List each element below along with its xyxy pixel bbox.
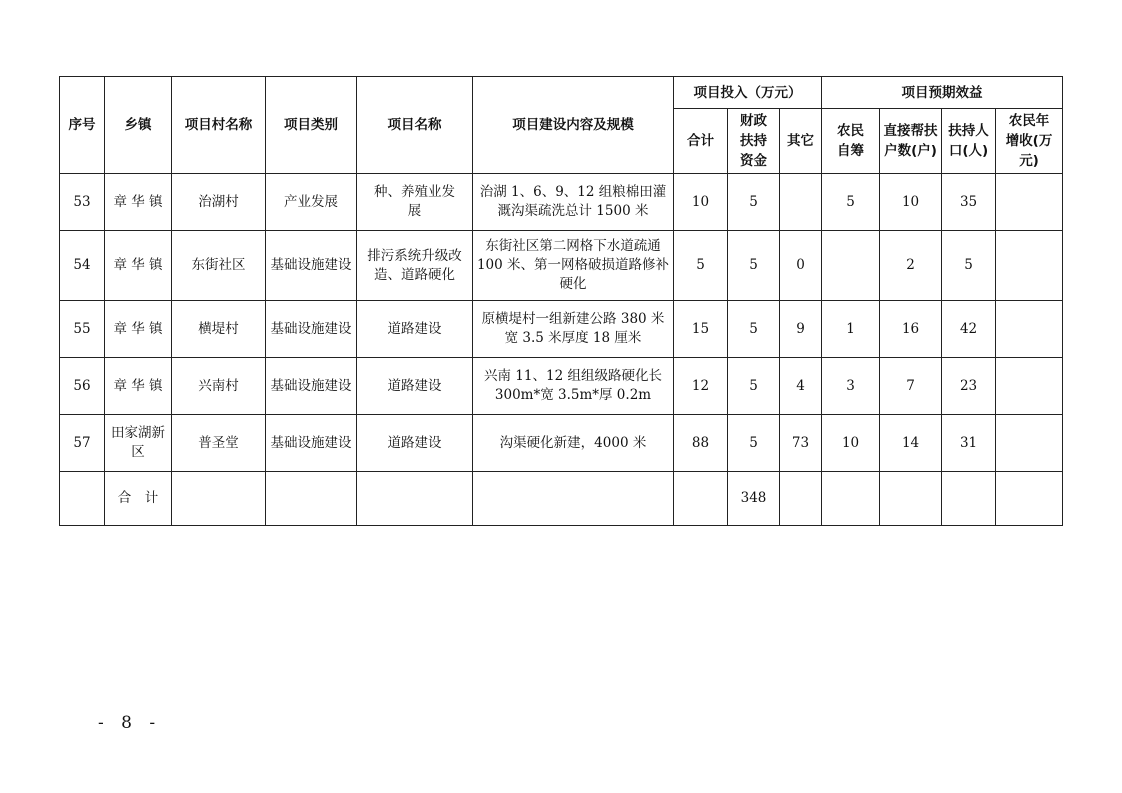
summary-farmer-self: [822, 472, 880, 526]
cell-seq: 57: [60, 415, 105, 472]
cell-content: 兴南 11、12 组组级路硬化长 300m*宽 3.5m*厚 0.2m: [473, 358, 674, 415]
cell-town: 章 华 镇: [105, 301, 172, 358]
cell-village: 治湖村: [172, 174, 266, 231]
summary-project-name: [357, 472, 473, 526]
header-population: 扶持人口(人): [942, 109, 996, 174]
header-town: 乡镇: [105, 77, 172, 174]
cell-content: 治湖 1、6、9、12 组粮棉田灌溉沟渠疏洗总计 1500 米: [473, 174, 674, 231]
cell-project-name: 道路建设: [357, 358, 473, 415]
cell-total: 12: [674, 358, 728, 415]
cell-other: 0: [780, 231, 822, 301]
summary-households: [880, 472, 942, 526]
summary-other: [780, 472, 822, 526]
table-row: [60, 301, 1063, 358]
cell-town: 章 华 镇: [105, 358, 172, 415]
cell-seq: 53: [60, 174, 105, 231]
cell-project-name: 排污系统升级改造、道路硬化: [357, 231, 473, 301]
cell-category: 产业发展: [266, 174, 357, 231]
header-fiscal: 财政扶持资金: [728, 109, 780, 174]
summary-category: [266, 472, 357, 526]
cell-project-name: 道路建设: [357, 415, 473, 472]
summary-fiscal-total: 348: [728, 472, 780, 526]
summary-village: [172, 472, 266, 526]
cell-project-name: 种、养殖业发展: [357, 174, 473, 231]
header-other: 其它: [780, 109, 822, 174]
cell-households: 10: [880, 174, 942, 231]
table-row: [60, 415, 1063, 472]
cell-content: 原横堤村一组新建公路 380 米宽 3.5 米厚度 18 厘米: [473, 301, 674, 358]
summary-population: [942, 472, 996, 526]
cell-total: 15: [674, 301, 728, 358]
cell-farmer-self: [822, 231, 880, 301]
project-table: [59, 76, 1063, 526]
page-number: - 8 -: [98, 713, 162, 733]
header-direct-households: 直接帮扶户数(户): [880, 109, 942, 174]
cell-seq: 56: [60, 358, 105, 415]
cell-population: 23: [942, 358, 996, 415]
cell-other: 4: [780, 358, 822, 415]
table-row: [60, 231, 1063, 301]
header-village: 项目村名称: [172, 77, 266, 174]
summary-income: [996, 472, 1063, 526]
cell-fiscal: 5: [728, 301, 780, 358]
summary-seq: [60, 472, 105, 526]
cell-village: 普圣堂: [172, 415, 266, 472]
cell-total: 10: [674, 174, 728, 231]
cell-households: 7: [880, 358, 942, 415]
cell-income: [996, 358, 1063, 415]
header-category: 项目类别: [266, 77, 357, 174]
header-content: 项目建设内容及规模: [473, 77, 674, 174]
cell-content: 沟渠硬化新建，4000 米: [473, 415, 674, 472]
cell-fiscal: 5: [728, 358, 780, 415]
cell-category: 基础设施建设: [266, 231, 357, 301]
cell-households: 14: [880, 415, 942, 472]
cell-total: 88: [674, 415, 728, 472]
header-name: 项目名称: [357, 77, 473, 174]
cell-town: 田家湖新区: [105, 415, 172, 472]
cell-other: 73: [780, 415, 822, 472]
header-row-1: [60, 77, 1063, 109]
cell-households: 16: [880, 301, 942, 358]
summary-content: [473, 472, 674, 526]
cell-farmer-self: 10: [822, 415, 880, 472]
summary-label: 合 计: [105, 472, 172, 526]
summary-total: [674, 472, 728, 526]
summary-row: [60, 472, 1063, 526]
header-seq: 序号: [60, 77, 105, 174]
header-benefit-group: 项目预期效益: [822, 77, 1063, 109]
cell-village: 横堤村: [172, 301, 266, 358]
cell-other: 9: [780, 301, 822, 358]
table-row: [60, 174, 1063, 231]
cell-seq: 54: [60, 231, 105, 301]
cell-farmer-self: 3: [822, 358, 880, 415]
cell-project-name: 道路建设: [357, 301, 473, 358]
cell-fiscal: 5: [728, 231, 780, 301]
cell-income: [996, 301, 1063, 358]
cell-farmer-self: 1: [822, 301, 880, 358]
cell-village: 兴南村: [172, 358, 266, 415]
cell-income: [996, 174, 1063, 231]
cell-category: 基础设施建设: [266, 301, 357, 358]
cell-income: [996, 231, 1063, 301]
cell-content: 东街社区第二网格下水道疏通 100 米、第一网格破损道路修补硬化: [473, 231, 674, 301]
cell-population: 42: [942, 301, 996, 358]
cell-income: [996, 415, 1063, 472]
cell-town: 章 华 镇: [105, 231, 172, 301]
header-income: 农民年增收(万元): [996, 109, 1063, 174]
cell-population: 5: [942, 231, 996, 301]
header-farmer-self: 农民自筹: [822, 109, 880, 174]
header-total: 合计: [674, 109, 728, 174]
cell-total: 5: [674, 231, 728, 301]
cell-farmer-self: 5: [822, 174, 880, 231]
cell-category: 基础设施建设: [266, 358, 357, 415]
cell-other: [780, 174, 822, 231]
cell-households: 2: [880, 231, 942, 301]
cell-population: 31: [942, 415, 996, 472]
cell-fiscal: 5: [728, 415, 780, 472]
cell-population: 35: [942, 174, 996, 231]
cell-category: 基础设施建设: [266, 415, 357, 472]
header-investment-group: 项目投入（万元）: [674, 77, 822, 109]
cell-town: 章 华 镇: [105, 174, 172, 231]
cell-fiscal: 5: [728, 174, 780, 231]
cell-village: 东街社区: [172, 231, 266, 301]
cell-seq: 55: [60, 301, 105, 358]
table-row: [60, 358, 1063, 415]
